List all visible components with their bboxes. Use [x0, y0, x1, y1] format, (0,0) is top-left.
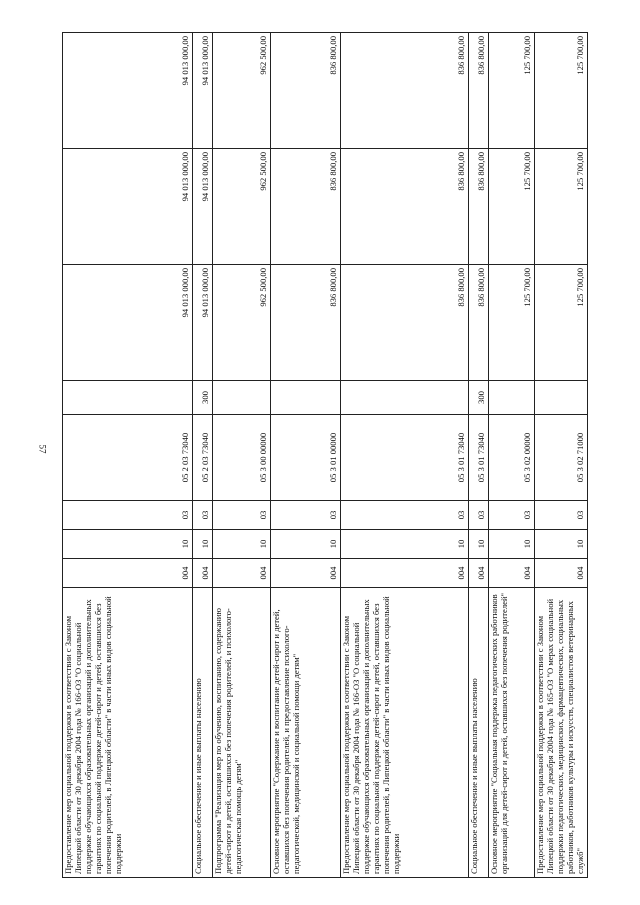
row-name: Предоставление мер социальной поддержки в соответствии с Законом Липецкой области от 30 декабря 2004 года № 166-ОЗ "О социальной поддержке обучающихся образовательных организаций и дополнительных гарантиях по социальной поддержке детей-сирот и детей, оставшихся без попечения родителей, в Липецкой области" в части иных видов социальной поддержки: [341, 588, 469, 878]
expense-type-code: 300: [469, 381, 489, 415]
table-row: [535, 33, 588, 878]
target-article-code: 05 3 01 73040: [341, 415, 469, 501]
ministry-code: 004: [213, 559, 271, 588]
amount-2: 962 500,00: [213, 149, 271, 265]
table-row: [63, 33, 193, 878]
table-row: [469, 33, 489, 878]
row-name: Предоставление мер социальной поддержки в соответствии с Законом Липецкой области от 30 декабря 2004 года № 166-ОЗ "О социальной поддержке обучающихся образовательных организаций и дополнительных гарантиях по социальной поддержке детей-сирот и детей, оставшихся без попечения родителей, в Липецкой области" в части иных видов социальной поддержки: [63, 588, 193, 878]
amount-3: 836 800,00: [469, 33, 489, 149]
expense-type-code: [341, 381, 469, 415]
subsection-code: 03: [469, 501, 489, 530]
subsection-code: 03: [341, 501, 469, 530]
amount-2: 125 700,00: [535, 149, 588, 265]
amount-1: 94 013 000,00: [63, 265, 193, 381]
target-article-code: 05 3 01 73040: [469, 415, 489, 501]
expense-type-code: [63, 381, 193, 415]
amount-2: 125 700,00: [489, 149, 535, 265]
subsection-code: 03: [489, 501, 535, 530]
amount-3: 836 800,00: [271, 33, 341, 149]
amount-1: 94 013 000,00: [193, 265, 213, 381]
table-row: [213, 33, 271, 878]
section-code: 10: [193, 530, 213, 559]
ministry-code: 004: [341, 559, 469, 588]
amount-1: 125 700,00: [489, 265, 535, 381]
section-code: 10: [535, 530, 588, 559]
amount-1: 836 800,00: [271, 265, 341, 381]
table-row: [341, 33, 469, 878]
amount-1: 962 500,00: [213, 265, 271, 381]
target-article-code: 05 3 02 71000: [535, 415, 588, 501]
subsection-code: 03: [535, 501, 588, 530]
target-article-code: 05 2 03 73040: [63, 415, 193, 501]
amount-3: 125 700,00: [489, 33, 535, 149]
table-row: [193, 33, 213, 878]
target-article-code: 05 2 03 73040: [193, 415, 213, 501]
subsection-code: 03: [193, 501, 213, 530]
section-code: 10: [341, 530, 469, 559]
section-code: 10: [213, 530, 271, 559]
ministry-code: 004: [63, 559, 193, 588]
amount-3: 125 700,00: [535, 33, 588, 149]
section-code: 10: [469, 530, 489, 559]
amount-3: 94 013 000,00: [63, 33, 193, 149]
subsection-code: 03: [271, 501, 341, 530]
amount-1: 125 700,00: [535, 265, 588, 381]
target-article-code: 05 3 02 00000: [489, 415, 535, 501]
rotated-table-wrapper: [62, 33, 585, 878]
expense-type-code: [271, 381, 341, 415]
expense-type-code: [535, 381, 588, 415]
amount-2: 94 013 000,00: [193, 149, 213, 265]
amount-2: 94 013 000,00: [63, 149, 193, 265]
row-name: Социальное обеспечение и иные выплаты населению: [193, 588, 213, 878]
amount-3: 836 800,00: [341, 33, 469, 149]
ministry-code: 004: [489, 559, 535, 588]
amount-2: 836 800,00: [341, 149, 469, 265]
expense-type-code: 300: [193, 381, 213, 415]
section-code: 10: [489, 530, 535, 559]
subsection-code: 03: [63, 501, 193, 530]
expense-type-code: [489, 381, 535, 415]
ministry-code: 004: [469, 559, 489, 588]
row-name: Основное мероприятие "Содержание и воспитание детей-сирот и детей, оставшихся без попечения родителей, и предоставление психолого-педагогической, медицинской и социальной помощи детям": [271, 588, 341, 878]
section-code: 10: [271, 530, 341, 559]
row-name: Предоставление мер социальной поддержки в соответствии с Законом Липецкой области от 30 декабря 2004 года № 165-ОЗ "О мерах социальной поддержки педагогических, медицинских, фармацевтических, социальных работников, работников культуры и искусств, специалистов ветеринарных служб": [535, 588, 588, 878]
expense-type-code: [213, 381, 271, 415]
row-name: Основное мероприятие "Социальная поддержка педагогических работников организаций для детей-сирот и детей, оставшихся без попечения родителей": [489, 588, 535, 878]
ministry-code: 004: [193, 559, 213, 588]
amount-1: 836 800,00: [469, 265, 489, 381]
table-row: [489, 33, 535, 878]
amount-1: 836 800,00: [341, 265, 469, 381]
amount-2: 836 800,00: [469, 149, 489, 265]
amount-3: 94 013 000,00: [193, 33, 213, 149]
section-code: 10: [63, 530, 193, 559]
amount-3: 962 500,00: [213, 33, 271, 149]
ministry-code: 004: [271, 559, 341, 588]
target-article-code: 05 3 00 00000: [213, 415, 271, 501]
subsection-code: 03: [213, 501, 271, 530]
table-body: [63, 33, 588, 878]
amount-2: 836 800,00: [271, 149, 341, 265]
row-name: Подпрограмма "Реализация мер по обучению, воспитанию, содержанию детей-сирот и детей, оставшихся без попечения родителей, и психолого-педагогическая помощь детям": [213, 588, 271, 878]
budget-table: [62, 32, 588, 878]
row-name: Социальное обеспечение и иные выплаты населению: [469, 588, 489, 878]
table-row: [271, 33, 341, 878]
ministry-code: 004: [535, 559, 588, 588]
target-article-code: 05 3 01 00000: [271, 415, 341, 501]
page-number: 57: [37, 444, 48, 454]
